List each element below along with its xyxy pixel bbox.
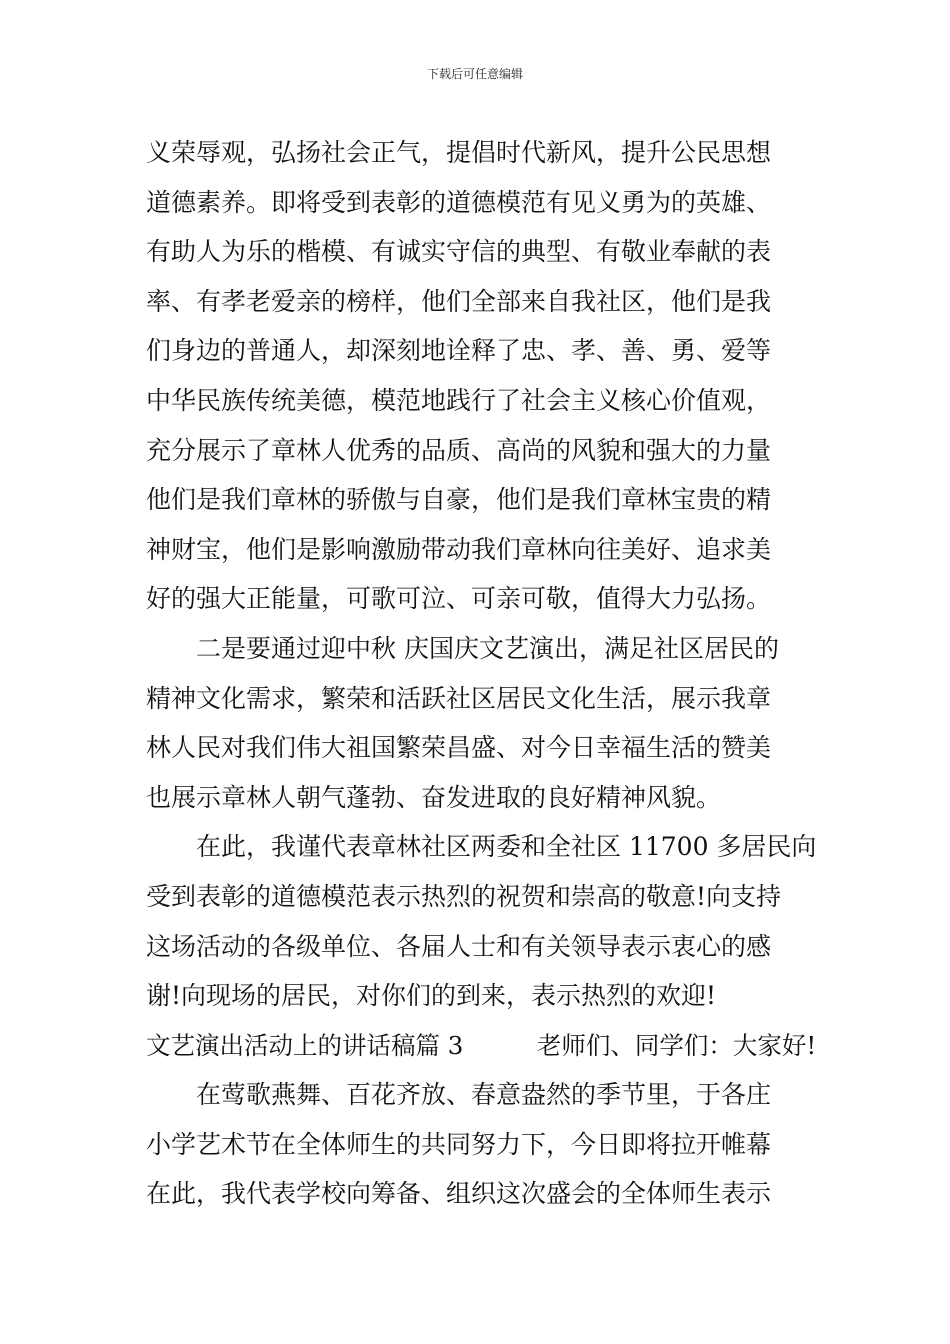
page-header: 下载后可任意编辑 bbox=[426, 67, 523, 81]
text-line: 们身边的普通人，却深刻地诠释了忠、孝、善、勇、爱等 bbox=[146, 336, 772, 366]
text-line: 义荣辱观，弘扬社会正气，提倡时代新风，提升公民思想 bbox=[146, 138, 772, 167]
text-line: 在此，我代表学校向筹备、组织这次盛会的全体师生表示 bbox=[146, 1179, 772, 1209]
text-line: 他们是我们章林的骄傲与自豪，他们是我们章林宝贵的精 bbox=[146, 485, 772, 515]
text-line: 林人民对我们伟大祖国繁荣昌盛、对今日幸福生活的赞美 bbox=[146, 733, 772, 763]
document-body bbox=[146, 128, 816, 1219]
paragraph-start-line: 二是要通过迎中秋 庆国庆文艺演出，满足社区居民的 bbox=[196, 633, 779, 663]
text-line: 也展示章林人朝气蓬勃、奋发进取的良好精神风貌。 bbox=[146, 782, 722, 812]
paragraph-start-line: 在莺歌燕舞、百花齐放、春意盎然的季节里，于各庄 bbox=[196, 1080, 772, 1110]
text-line: 中华民族传统美德，模范地践行了社会主义核心价值观， bbox=[146, 385, 772, 415]
text-line: 这场活动的各级单位、各届人士和有关领导表示衷心的感 bbox=[146, 931, 772, 961]
text-line: 受到表彰的道德模范表示热烈的祝贺和崇高的敬意!向支持 bbox=[146, 881, 782, 911]
text-line: 有助人为乐的楷模、有诚实守信的典型、有敬业奉献的表 bbox=[146, 237, 772, 267]
text-line: 道德素养。即将受到表彰的道德模范有见义勇为的英雄、 bbox=[146, 187, 772, 217]
text-line: 神财宝，他们是影响激励带动我们章林向往美好、追求美 bbox=[146, 534, 772, 564]
section-title-line: 文艺演出活动上的讲话稿篇 3 老师们、同学们：大家好! bbox=[146, 1030, 817, 1060]
text-line: 率、有孝老爱亲的榜样，他们全部来自我社区，他们是我 bbox=[146, 286, 772, 316]
paragraph-start-line: 在此，我谨代表章林社区两委和全社区 11700 多居民向 bbox=[196, 832, 817, 862]
text-line: 小学艺术节在全体师生的共同努力下，今日即将拉开帷幕 bbox=[146, 1129, 772, 1159]
text-line: 充分展示了章林人优秀的品质、高尚的风貌和强大的力量 bbox=[146, 435, 772, 465]
text-line: 谢!向现场的居民，对你们的到来，表示热烈的欢迎! bbox=[146, 981, 717, 1011]
text-line: 好的强大正能量，可歌可泣、可亲可敬，值得大力弘扬。 bbox=[146, 584, 772, 614]
text-line: 精神文化需求，繁荣和活跃社区居民文化生活，展示我章 bbox=[146, 683, 772, 713]
